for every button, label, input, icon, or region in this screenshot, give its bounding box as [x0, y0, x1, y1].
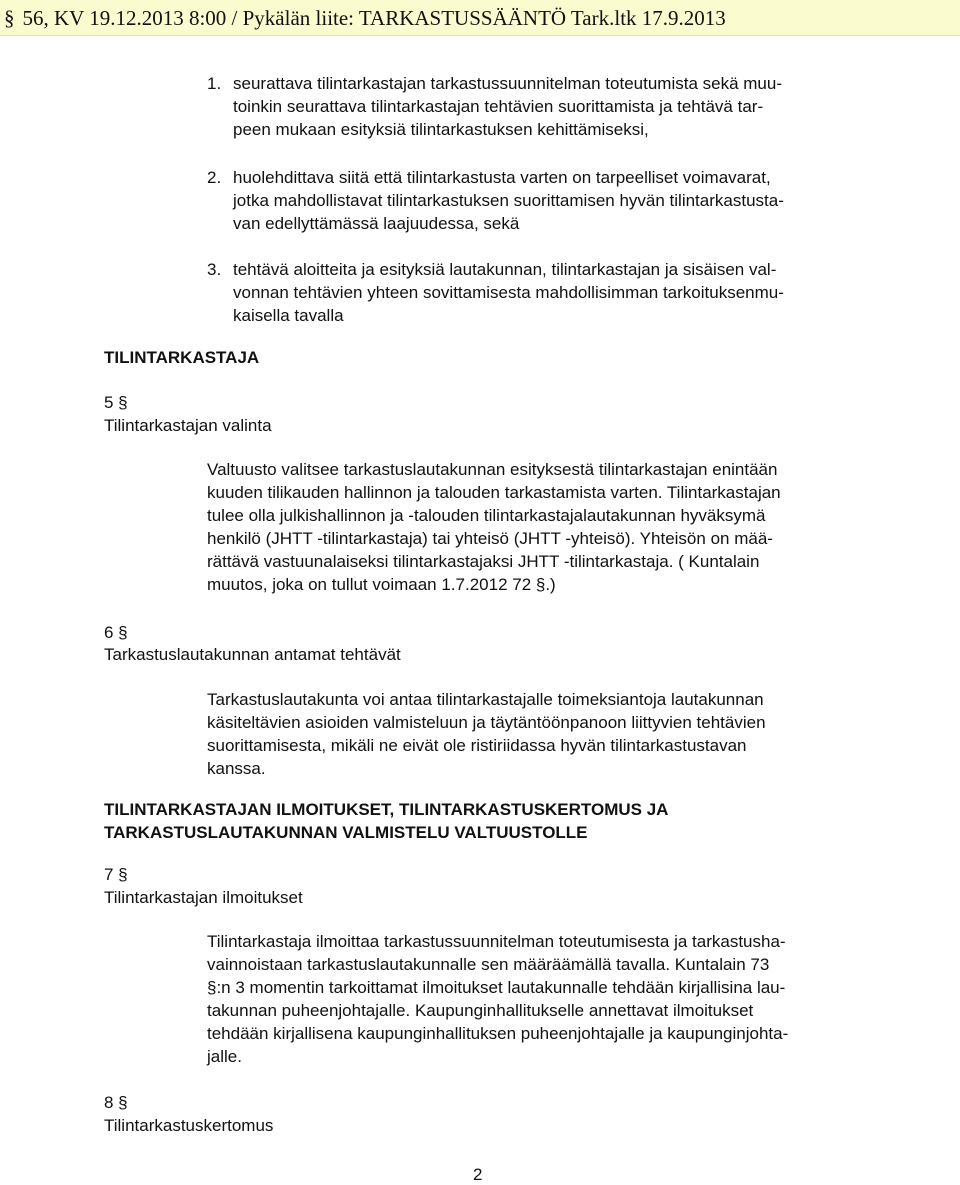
list-item-line: vonnan tehtävien yhteen sovittamisesta mahdollisimman tarkoituksenmu-: [233, 283, 784, 302]
section-6-paragraph: [207, 688, 857, 780]
section-6-number: 6 §: [104, 623, 128, 642]
section-8-title: Tilintarkastuskertomus: [104, 1116, 274, 1135]
banner-text: 56, KV 19.12.2013 8:00 / Pykälän liite: TARKASTUSSÄÄNTÖ Tark.ltk 17.9.2013: [22, 6, 726, 30]
list-item-line: toinkin seurattava tilintarkastajan tehtävien suorittamista ja tehtävä tar-: [233, 97, 764, 116]
document-header-banner: [0, 0, 960, 36]
list-item-line: tehtävä aloitteita ja esityksiä lautakunnan, tilintarkastajan ja sisäisen val-: [233, 260, 777, 279]
section-6-title: Tarkastuslautakunnan antamat tehtävät: [104, 645, 401, 664]
section-5-number: 5 §: [104, 393, 128, 412]
paragraph-line: henkilö (JHTT -tilintarkastaja) tai yhteisö (JHTT -yhteisö). Yhteisön on mää-: [207, 529, 773, 548]
list-item-line: kaisella tavalla: [233, 306, 344, 325]
list-item-number: 2.: [207, 168, 222, 187]
heading-tilintarkastaja: TILINTARKASTAJA: [104, 348, 260, 367]
paragraph-line: suorittamisesta, mikäli ne eivät ole ristiriidassa hyvän tilintarkastustavan: [207, 736, 747, 755]
paragraph-line: rättävä vastuunalaiseksi tilintarkastajaksi JHTT -tilintarkastaja. ( Kuntalain: [207, 552, 760, 571]
section-5-title: Tilintarkastajan valinta: [104, 416, 272, 435]
list-item-line: peen mukaan esityksiä tilintarkastuksen kehittämiseksi,: [233, 120, 649, 139]
paragraph-line: Tarkastuslautakunta voi antaa tilintarkastajalle toimeksiantoja lautakunnan: [207, 690, 764, 709]
section-5-paragraph: [207, 458, 857, 596]
paragraph-line: käsiteltävien asioiden valmisteluun ja täytäntöönpanoon liittyvien tehtävien: [207, 713, 766, 732]
page-number: 2: [473, 1165, 483, 1184]
heading-line: TILINTARKASTAJAN ILMOITUKSET, TILINTARKASTUSKERTOMUS JA: [104, 800, 669, 819]
paragraph-line: takunnan puheenjohtajalle. Kaupunginhallitukselle annettavat ilmoitukset: [207, 1001, 754, 1020]
paragraph-line: muutos, joka on tullut voimaan 1.7.2012 72 §.): [207, 575, 556, 594]
list-item-line: van edellyttämässä laajuudessa, sekä: [233, 214, 520, 233]
paragraph-line: tehdään kirjallisena kaupunginhallituksen puheenjohtajalle ja kaupunginjohta-: [207, 1024, 789, 1043]
list-item-number: 3.: [207, 260, 222, 279]
list-item-line: jotka mahdollistavat tilintarkastuksen suorittamisen hyvän tilintarkastusta-: [233, 191, 784, 210]
paragraph-line: vainnoistaan tarkastuslautakunnalle sen määräämällä tavalla. Kuntalain 73: [207, 955, 770, 974]
paragraph-line: Valtuusto valitsee tarkastuslautakunnan esityksestä tilintarkastajan enintään: [207, 460, 778, 479]
paragraph-line: tulee olla julkishallinnon ja -talouden tilintarkastajalautakunnan hyväksymä: [207, 506, 766, 525]
paragraph-line: jalle.: [207, 1047, 242, 1066]
list-item-2: [207, 166, 847, 235]
section-7-title: Tilintarkastajan ilmoitukset: [104, 888, 303, 907]
paragraph-line: §:n 3 momentin tarkoittamat ilmoitukset lautakunnalle tehdään kirjallisina lau-: [207, 978, 786, 997]
paragraph-line: kuuden tilikauden hallinnon ja talouden tarkastamista varten. Tilintarkastajan: [207, 483, 781, 502]
section-8-number: 8 §: [104, 1093, 128, 1112]
heading-ilmoitukset: [104, 798, 668, 844]
heading-line: TARKASTUSLAUTAKUNNAN VALMISTELU VALTUUSTOLLE: [104, 823, 588, 842]
section-7-paragraph: [207, 930, 857, 1068]
list-item-line: huolehdittava siitä että tilintarkastusta varten on tarpeelliset voimavarat,: [233, 168, 771, 187]
section-sign: §: [4, 6, 15, 30]
section-7-number: 7 §: [104, 865, 128, 884]
list-item-number: 1.: [207, 74, 222, 93]
list-item-3: [207, 258, 847, 327]
paragraph-line: Tilintarkastaja ilmoittaa tarkastussuunnitelman toteutumisesta ja tarkastusha-: [207, 932, 786, 951]
list-item-line: seurattava tilintarkastajan tarkastussuunnitelman toteutumista sekä muu-: [233, 74, 782, 93]
paragraph-line: kanssa.: [207, 759, 266, 778]
list-item-1: [207, 72, 847, 141]
